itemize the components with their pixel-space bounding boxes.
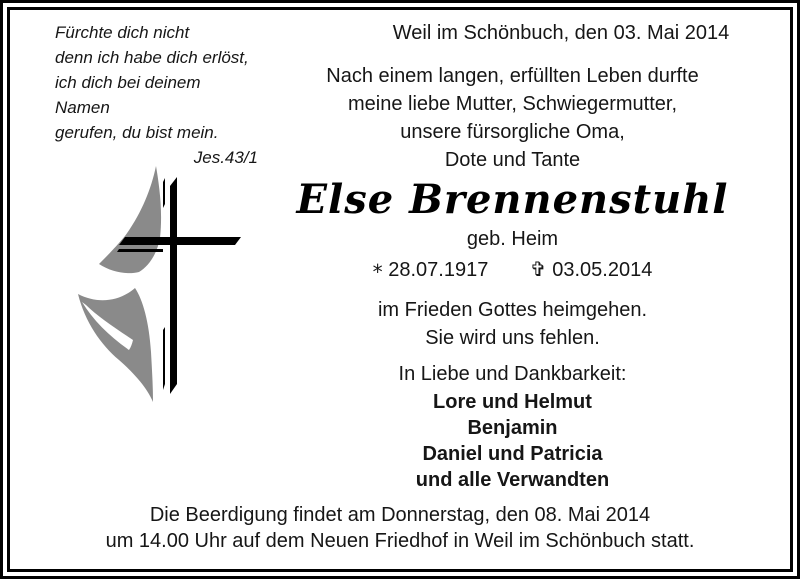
intro-line: Nach einem langen, erfüllten Leben durfte [326, 65, 699, 87]
birth-date: 28.07.1917 [388, 259, 489, 281]
farewell-line: im Frieden Gottes heimgehen. [377, 299, 648, 321]
cross-and-flame-icon [75, 162, 270, 407]
death-date: 03.05.2014 [552, 259, 653, 281]
intro-line: Dote und Tante [444, 149, 581, 171]
scripture-line: gerufen, du bist mein. [55, 123, 219, 142]
mourners-heading: In Liebe und Dankbarkeit: [398, 363, 627, 385]
scripture-line: Fürchte dich nicht [55, 23, 190, 42]
deceased-name: Else Brennenstuhl [296, 176, 729, 223]
intro-line: unsere fürsorgliche Oma, [400, 121, 625, 143]
mourner-line: Daniel und Patricia [422, 443, 603, 465]
mourner-line: Lore und Helmut [433, 391, 592, 413]
funeral-line: um 14.00 Uhr auf dem Neuen Friedhof in Weil im Schönbuch statt. [105, 530, 695, 552]
life-dates [265, 257, 760, 284]
intro-line: meine liebe Mutter, Schwiegermutter, [347, 93, 678, 115]
death-group [530, 259, 652, 281]
birth-star-symbol: * [372, 259, 383, 284]
scripture-line: ich dich bei deinem Namen [55, 73, 201, 117]
farewell-paragraph [265, 296, 760, 352]
scripture-quote [55, 20, 260, 170]
mourner-line: und alle Verwandten [415, 469, 610, 491]
farewell-line: Sie wird uns fehlen. [425, 327, 600, 349]
funeral-line: Die Beerdigung findet am Donnerstag, den 08. Mai 2014 [149, 504, 651, 526]
intro-paragraph [265, 62, 760, 174]
mourners-list [265, 389, 760, 493]
place-and-date: Weil im Schönbuch, den 03. Mai 2014 [392, 22, 730, 44]
birth-group [372, 259, 494, 284]
funeral-info [15, 502, 785, 554]
scripture-reference: Jes.43/1 [193, 148, 258, 167]
death-cross-symbol: ✞ [529, 257, 547, 281]
mourner-line: Benjamin [467, 417, 558, 439]
scripture-line: denn ich habe dich erlöst, [55, 48, 249, 67]
maiden-name: geb. Heim [466, 228, 559, 250]
